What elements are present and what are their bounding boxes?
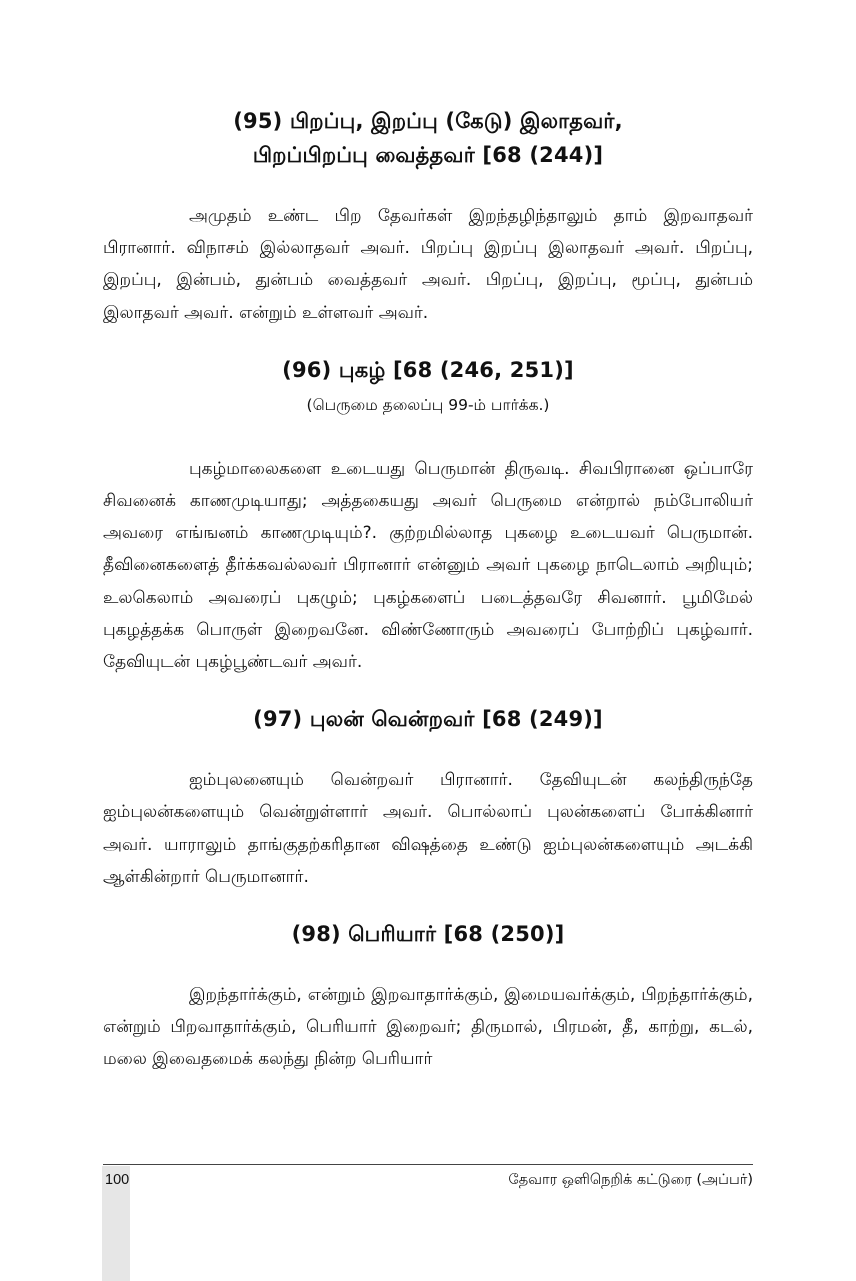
section-heading-98: (98) பெரியார் [68 (250)]: [291, 922, 565, 947]
section-paragraph-96: புகழ்மாலைகளை உடையது பெருமான் திருவடி. சிவபிரானை ஒப்பாரே சிவனைக் காணமுடியாது; அத்தகையது அவர் பெருமை என்றால் நம்போலியர் அவரை எங்ஙனம் காணமுடியும்?. குற்றமில்லாத புகழை உடையவர் பெருமான். தீவினைகளைத் தீர்க்கவல்லவர் பிரானார் என்னும் அவர் புகழை நாடெலாம் அறியும்; உலகெலாம் அவரைப் புகழும்; புகழ்களைப் படைத்தவரே சிவனார். பூமிமேல் புகழத்தக்க பொருள் இறைவனே. விண்ணோரும் அவரைப் போற்றிப் புகழ்வார். தேவியுடன் புகழ்பூண்டவர் அவர்.: [103, 458, 753, 673]
page-body: [103, 104, 753, 1076]
page-number: 100: [105, 1172, 130, 1188]
section-paragraph-97: ஐம்புலனையும் வென்றவர் பிரானார். தேவியுடன் கலந்திருந்தே ஐம்புலன்களையும் வென்றுள்ளார் அவர். பொல்லாப் புலன்களைப் போக்கினார் அவர். யாராலும் தாங்குதற்கரிதான விஷத்தை உண்டு ஐம்புலன்களையும் அடக்கி ஆள்கின்றார் பெருமானார்.: [103, 770, 753, 887]
section-heading-95-line1: (95) பிறப்பு, இறப்பு (கேடு) இலாதவர்,: [233, 109, 623, 133]
section-heading-96: (96) புகழ் [68 (246, 251)]: [282, 357, 574, 382]
section-heading-97: (97) புலன் வென்றவர் [68 (249)]: [253, 707, 603, 732]
section-heading-95-line2: பிறப்பிறப்பு வைத்தவர் [68 (244)]: [252, 143, 604, 167]
section-paragraph-98: இறந்தார்க்கும், என்றும் இறவாதார்க்கும், இமையவர்க்கும், பிறந்தார்க்கும், என்றும் பிறவாதார்க்கும், பெரியார் இறைவர்; திருமால், பிரமன், தீ, காற்று, கடல், மலை இவைதமைக் கலந்து நின்ற பெரியார்: [103, 985, 753, 1070]
section-note-96: (பெருமை தலைப்பு 99-ம் பார்க்க.): [306, 395, 550, 414]
running-title: தேவார ஒளிநெறிக் கட்டுரை (அப்பர்): [508, 1172, 753, 1188]
section-paragraph-95: அமுதம் உண்ட பிற தேவர்கள் இறந்தழிந்தாலும் தாம் இறவாதவர் பிரானார். விநாசம் இல்லாதவர் அவர். பிறப்பு இறப்பு இலாதவர் அவர். பிறப்பு, இறப்பு, இன்பம், துன்பம் வைத்தவர் அவர். பிறப்பு, இறப்பு, மூப்பு, துன்பம் இலாதவர் அவர். என்றும் உள்ளவர் அவர்.: [103, 206, 753, 323]
page-footer: [103, 1164, 753, 1195]
section-heading-95: [103, 104, 753, 172]
